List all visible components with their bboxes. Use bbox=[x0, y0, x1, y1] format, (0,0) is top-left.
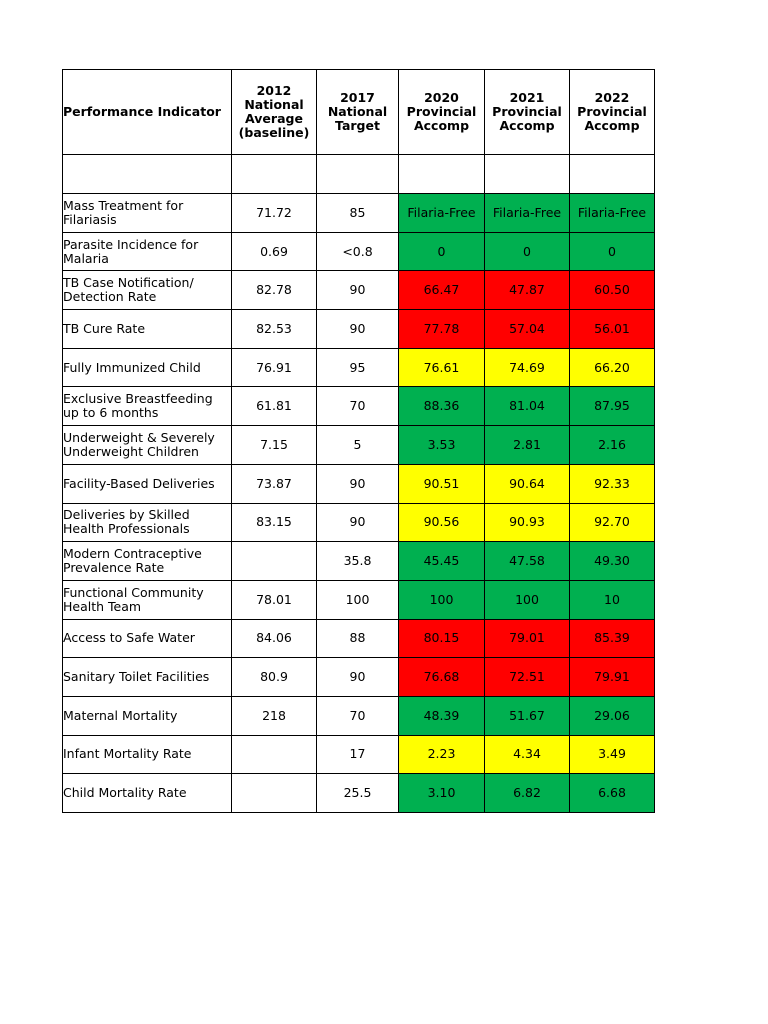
accomp-2021-cell: 90.64 bbox=[485, 464, 570, 503]
accomp-2020-cell: 66.47 bbox=[399, 271, 485, 310]
accomp-2020-cell: 45.45 bbox=[399, 542, 485, 581]
indicator-cell: Sanitary Toilet Facilities bbox=[63, 658, 232, 697]
accomp-2022-cell: 3.49 bbox=[570, 735, 655, 774]
target-cell: 85 bbox=[317, 194, 399, 233]
accomp-2020-cell: 80.15 bbox=[399, 619, 485, 658]
indicator-cell: Infant Mortality Rate bbox=[63, 735, 232, 774]
header-2020-accomp: 2020 Provincial Accomp bbox=[399, 70, 485, 155]
accomp-2021-cell: 47.58 bbox=[485, 542, 570, 581]
table-row bbox=[63, 426, 655, 465]
accomp-2020-cell: 77.78 bbox=[399, 310, 485, 349]
table-row bbox=[63, 348, 655, 387]
table-row bbox=[63, 194, 655, 233]
target-cell: 90 bbox=[317, 464, 399, 503]
table-row bbox=[63, 271, 655, 310]
baseline-cell: 84.06 bbox=[232, 619, 317, 658]
header-2022-accomp: 2022 Provincial Accomp bbox=[570, 70, 655, 155]
empty-cell bbox=[232, 155, 317, 194]
baseline-cell: 82.78 bbox=[232, 271, 317, 310]
target-cell: 35.8 bbox=[317, 542, 399, 581]
target-cell: 100 bbox=[317, 580, 399, 619]
target-cell: <0.8 bbox=[317, 232, 399, 271]
baseline-cell: 7.15 bbox=[232, 426, 317, 465]
accomp-2022-cell: 79.91 bbox=[570, 658, 655, 697]
accomp-2021-cell: 81.04 bbox=[485, 387, 570, 426]
indicator-cell: Mass Treatment for Filariasis bbox=[63, 194, 232, 233]
accomp-2021-cell: 72.51 bbox=[485, 658, 570, 697]
table-row bbox=[63, 232, 655, 271]
accomp-2021-cell: 100 bbox=[485, 580, 570, 619]
empty-cell bbox=[63, 155, 232, 194]
baseline-cell: 218 bbox=[232, 696, 317, 735]
empty-cell bbox=[317, 155, 399, 194]
indicator-cell: TB Cure Rate bbox=[63, 310, 232, 349]
baseline-cell: 0.69 bbox=[232, 232, 317, 271]
empty-cell bbox=[399, 155, 485, 194]
accomp-2021-cell: 2.81 bbox=[485, 426, 570, 465]
accomp-2020-cell: 90.56 bbox=[399, 503, 485, 542]
baseline-cell bbox=[232, 542, 317, 581]
indicator-cell: Underweight & Severely Underweight Children bbox=[63, 426, 232, 465]
accomp-2021-cell: 51.67 bbox=[485, 696, 570, 735]
table-row bbox=[63, 619, 655, 658]
accomp-2020-cell: Filaria-Free bbox=[399, 194, 485, 233]
table-row bbox=[63, 464, 655, 503]
baseline-cell: 61.81 bbox=[232, 387, 317, 426]
accomp-2020-cell: 3.10 bbox=[399, 774, 485, 813]
baseline-cell: 80.9 bbox=[232, 658, 317, 697]
baseline-cell: 82.53 bbox=[232, 310, 317, 349]
table-row bbox=[63, 696, 655, 735]
baseline-cell bbox=[232, 774, 317, 813]
accomp-2020-cell: 2.23 bbox=[399, 735, 485, 774]
empty-cell bbox=[570, 155, 655, 194]
indicator-cell: Modern Contraceptive Prevalence Rate bbox=[63, 542, 232, 581]
header-row bbox=[63, 70, 655, 155]
accomp-2022-cell: 60.50 bbox=[570, 271, 655, 310]
accomp-2020-cell: 48.39 bbox=[399, 696, 485, 735]
header-2012-baseline: 2012 National Average (baseline) bbox=[232, 70, 317, 155]
indicator-cell: Functional Community Health Team bbox=[63, 580, 232, 619]
accomp-2022-cell: Filaria-Free bbox=[570, 194, 655, 233]
accomp-2022-cell: 0 bbox=[570, 232, 655, 271]
table-row bbox=[63, 658, 655, 697]
accomp-2020-cell: 88.36 bbox=[399, 387, 485, 426]
table-row bbox=[63, 542, 655, 581]
table-row bbox=[63, 387, 655, 426]
empty-cell bbox=[485, 155, 570, 194]
accomp-2020-cell: 90.51 bbox=[399, 464, 485, 503]
header-2017-target: 2017 National Target bbox=[317, 70, 399, 155]
accomp-2022-cell: 87.95 bbox=[570, 387, 655, 426]
target-cell: 25.5 bbox=[317, 774, 399, 813]
accomp-2022-cell: 49.30 bbox=[570, 542, 655, 581]
accomp-2020-cell: 3.53 bbox=[399, 426, 485, 465]
indicator-cell: Deliveries by Skilled Health Professionals bbox=[63, 503, 232, 542]
table-row bbox=[63, 735, 655, 774]
target-cell: 90 bbox=[317, 271, 399, 310]
accomp-2021-cell: 6.82 bbox=[485, 774, 570, 813]
table-row bbox=[63, 580, 655, 619]
accomp-2021-cell: 74.69 bbox=[485, 348, 570, 387]
spacer-row bbox=[63, 155, 655, 194]
indicator-cell: TB Case Notification/ Detection Rate bbox=[63, 271, 232, 310]
target-cell: 90 bbox=[317, 310, 399, 349]
target-cell: 17 bbox=[317, 735, 399, 774]
accomp-2022-cell: 56.01 bbox=[570, 310, 655, 349]
target-cell: 90 bbox=[317, 658, 399, 697]
indicator-cell: Access to Safe Water bbox=[63, 619, 232, 658]
target-cell: 90 bbox=[317, 503, 399, 542]
accomp-2020-cell: 0 bbox=[399, 232, 485, 271]
table-row bbox=[63, 503, 655, 542]
accomp-2022-cell: 6.68 bbox=[570, 774, 655, 813]
accomp-2020-cell: 76.61 bbox=[399, 348, 485, 387]
accomp-2021-cell: 90.93 bbox=[485, 503, 570, 542]
target-cell: 95 bbox=[317, 348, 399, 387]
indicator-cell: Parasite Incidence for Malaria bbox=[63, 232, 232, 271]
accomp-2021-cell: 79.01 bbox=[485, 619, 570, 658]
accomp-2021-cell: 57.04 bbox=[485, 310, 570, 349]
indicator-cell: Child Mortality Rate bbox=[63, 774, 232, 813]
accomp-2020-cell: 76.68 bbox=[399, 658, 485, 697]
accomp-2022-cell: 92.33 bbox=[570, 464, 655, 503]
header-performance-indicator: Performance Indicator bbox=[63, 70, 232, 155]
accomp-2021-cell: 4.34 bbox=[485, 735, 570, 774]
target-cell: 88 bbox=[317, 619, 399, 658]
accomp-2021-cell: Filaria-Free bbox=[485, 194, 570, 233]
accomp-2022-cell: 29.06 bbox=[570, 696, 655, 735]
accomp-2020-cell: 100 bbox=[399, 580, 485, 619]
target-cell: 5 bbox=[317, 426, 399, 465]
baseline-cell bbox=[232, 735, 317, 774]
indicator-cell: Facility-Based Deliveries bbox=[63, 464, 232, 503]
accomp-2022-cell: 10 bbox=[570, 580, 655, 619]
baseline-cell: 73.87 bbox=[232, 464, 317, 503]
accomp-2022-cell: 2.16 bbox=[570, 426, 655, 465]
baseline-cell: 76.91 bbox=[232, 348, 317, 387]
indicator-cell: Maternal Mortality bbox=[63, 696, 232, 735]
target-cell: 70 bbox=[317, 387, 399, 426]
accomp-2022-cell: 92.70 bbox=[570, 503, 655, 542]
accomp-2021-cell: 47.87 bbox=[485, 271, 570, 310]
header-2021-accomp: 2021 Provincial Accomp bbox=[485, 70, 570, 155]
indicator-cell: Exclusive Breastfeeding up to 6 months bbox=[63, 387, 232, 426]
indicator-cell: Fully Immunized Child bbox=[63, 348, 232, 387]
baseline-cell: 71.72 bbox=[232, 194, 317, 233]
baseline-cell: 78.01 bbox=[232, 580, 317, 619]
accomp-2022-cell: 85.39 bbox=[570, 619, 655, 658]
performance-table bbox=[62, 69, 655, 813]
table-row bbox=[63, 774, 655, 813]
table-row bbox=[63, 310, 655, 349]
baseline-cell: 83.15 bbox=[232, 503, 317, 542]
accomp-2021-cell: 0 bbox=[485, 232, 570, 271]
target-cell: 70 bbox=[317, 696, 399, 735]
accomp-2022-cell: 66.20 bbox=[570, 348, 655, 387]
